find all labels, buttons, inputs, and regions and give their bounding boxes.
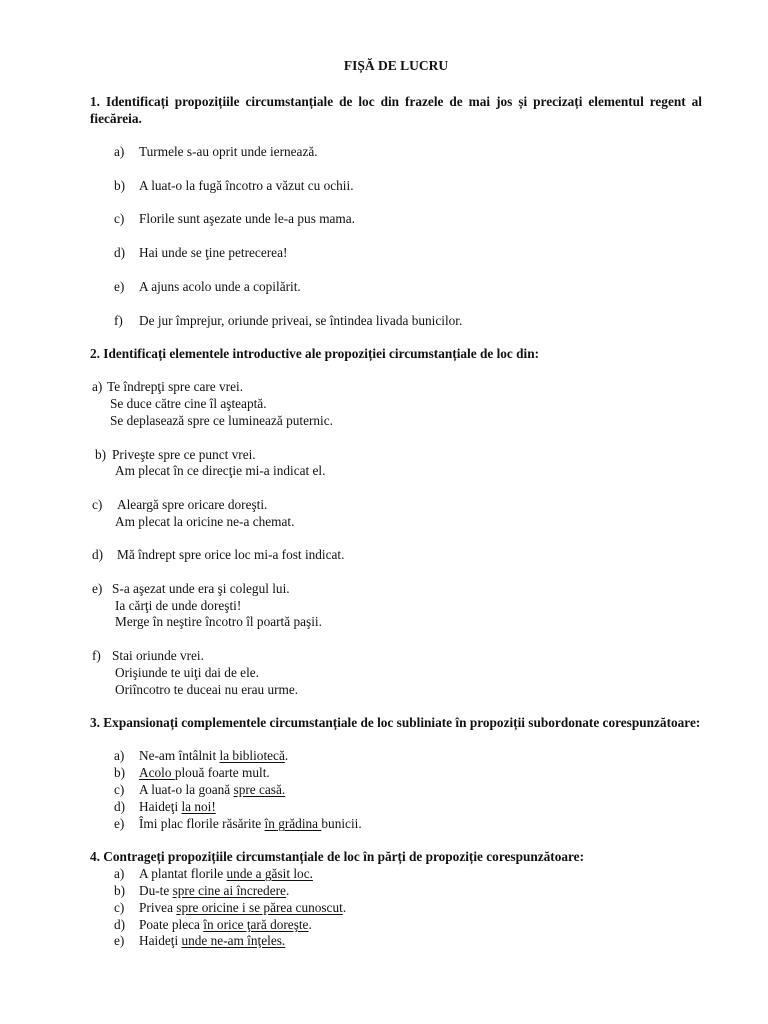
underlined-clause: spre oricine i se părea cunoscut bbox=[176, 900, 343, 915]
underlined-complement: la noi! bbox=[181, 799, 216, 814]
ex3-item: Acolo plouă foarte mult. bbox=[139, 765, 270, 780]
ex4-item-label: e) bbox=[114, 933, 125, 948]
ex1-item-label: e) bbox=[114, 279, 125, 294]
ex2-line: Am plecat în ce direcţie mi-a indicat el. bbox=[115, 463, 326, 478]
ex1-item-label: a) bbox=[114, 144, 125, 159]
ex2-line: Merge în neştire încotro îl poartă paşii. bbox=[115, 614, 322, 629]
ex1-item-text: Hai unde se ţine petrecerea! bbox=[139, 245, 288, 260]
ex3-item-label: e) bbox=[114, 816, 125, 831]
ex4-item: Du-te spre cine ai încredere. bbox=[139, 883, 290, 898]
ex2-group-label: d) bbox=[92, 547, 104, 562]
ex2-group-label: e) bbox=[92, 581, 103, 596]
ex1-item-text: A luat-o la fugă încotro a văzut cu ochii. bbox=[139, 178, 354, 193]
ex3-item: Haideţi la noi! bbox=[139, 799, 216, 814]
underlined-clause: unde a găsit loc. bbox=[226, 866, 313, 881]
ex4-item: Privea spre oricine i se părea cunoscut. bbox=[139, 900, 347, 915]
underlined-clause: spre cine ai încredere bbox=[172, 883, 286, 898]
underlined-complement: în grădina bbox=[264, 816, 322, 831]
ex2-line: Oriîncotro te duceai nu erau urme. bbox=[115, 682, 299, 697]
ex2-line: Orişiunde te uiţi dai de ele. bbox=[115, 665, 260, 680]
ex4-item-label: b) bbox=[114, 883, 126, 898]
ex1-item-label: c) bbox=[114, 211, 125, 226]
ex2-line: S-a aşezat unde era şi colegul lui. bbox=[112, 581, 290, 596]
ex1-item-label: f) bbox=[114, 313, 123, 328]
ex4-item-label: a) bbox=[114, 866, 125, 881]
ex2-line: Stai oriunde vrei. bbox=[112, 648, 204, 663]
exercise-3-heading: 3. Expansionați complementele circumstanțiale de loc subliniate în propoziții subordonate corespunzătoare: bbox=[90, 715, 701, 730]
exercise-2-heading: 2. Identificați elementele introductive ale propoziției circumstanțiale de loc din: bbox=[90, 346, 540, 361]
ex2-line: Se deplasează spre ce luminează puternic. bbox=[110, 413, 333, 428]
page-title: FIȘĂ DE LUCRU bbox=[343, 58, 449, 73]
ex3-item: Ne-am întâlnit la bibliotecă. bbox=[139, 748, 289, 763]
ex2-line: Priveşte spre ce punct vrei. bbox=[112, 447, 256, 462]
ex1-item-text: A ajuns acolo unde a copilărit. bbox=[139, 279, 301, 294]
ex2-line: Aleargă spre oricare doreşti. bbox=[117, 497, 268, 512]
exercise-1-heading: 1. Identificați propozițiile circumstanțiale de loc din frazele de mai jos și precizați elementul regent al fiecăreia. bbox=[90, 94, 702, 126]
ex4-item-label: d) bbox=[114, 917, 126, 932]
ex1-item-label: d) bbox=[114, 245, 126, 260]
ex2-group-label: b) bbox=[95, 447, 107, 462]
ex2-line: Am plecat la oricine ne-a chemat. bbox=[115, 514, 295, 529]
ex4-item: Poate pleca în orice ţară doreşte. bbox=[139, 917, 312, 932]
ex2-line: Te îndrepţi spre care vrei. bbox=[107, 379, 244, 394]
ex3-item: A luat-o la goană spre casă. bbox=[139, 782, 286, 797]
underlined-complement: Acolo bbox=[139, 765, 175, 780]
ex2-group-label: a) bbox=[92, 379, 103, 394]
ex2-line: Se duce către cine îl aşteaptă. bbox=[110, 396, 267, 411]
ex3-item: Îmi plac florile răsărite în grădina bunicii. bbox=[139, 816, 362, 831]
ex2-line: Mă îndrept spre orice loc mi-a fost indicat. bbox=[117, 547, 345, 562]
ex3-item-label: d) bbox=[114, 799, 126, 814]
ex3-item-label: a) bbox=[114, 748, 125, 763]
underlined-clause: în orice ţară doreşte bbox=[203, 917, 309, 932]
ex4-item: A plantat florile unde a găsit loc. bbox=[139, 866, 313, 881]
ex2-group-label: f) bbox=[92, 648, 101, 663]
ex2-line: Ia cărţi de unde doreşti! bbox=[115, 598, 242, 613]
ex1-item-text: Florile sunt aşezate unde le-a pus mama. bbox=[139, 211, 356, 226]
underlined-complement: spre casă. bbox=[233, 782, 286, 797]
ex1-item-text: Turmele s-au oprit unde iernează. bbox=[139, 144, 318, 159]
ex4-item-label: c) bbox=[114, 900, 125, 915]
ex1-item-label: b) bbox=[114, 178, 126, 193]
ex4-item: Haideţi unde ne-am înţeles. bbox=[139, 933, 286, 948]
ex3-item-label: c) bbox=[114, 782, 125, 797]
exercise-4-heading: 4. Contrageți propozițiile circumstanțiale de loc în părți de propoziție corespunzătoare: bbox=[90, 849, 585, 864]
ex2-group-label: c) bbox=[92, 497, 103, 512]
underlined-complement: la bibliotecă bbox=[219, 748, 285, 763]
ex3-item-label: b) bbox=[114, 765, 126, 780]
ex1-item-text: De jur împrejur, oriunde priveai, se întindea livada bunicilor. bbox=[139, 313, 463, 328]
underlined-clause: unde ne-am înţeles. bbox=[181, 933, 286, 948]
